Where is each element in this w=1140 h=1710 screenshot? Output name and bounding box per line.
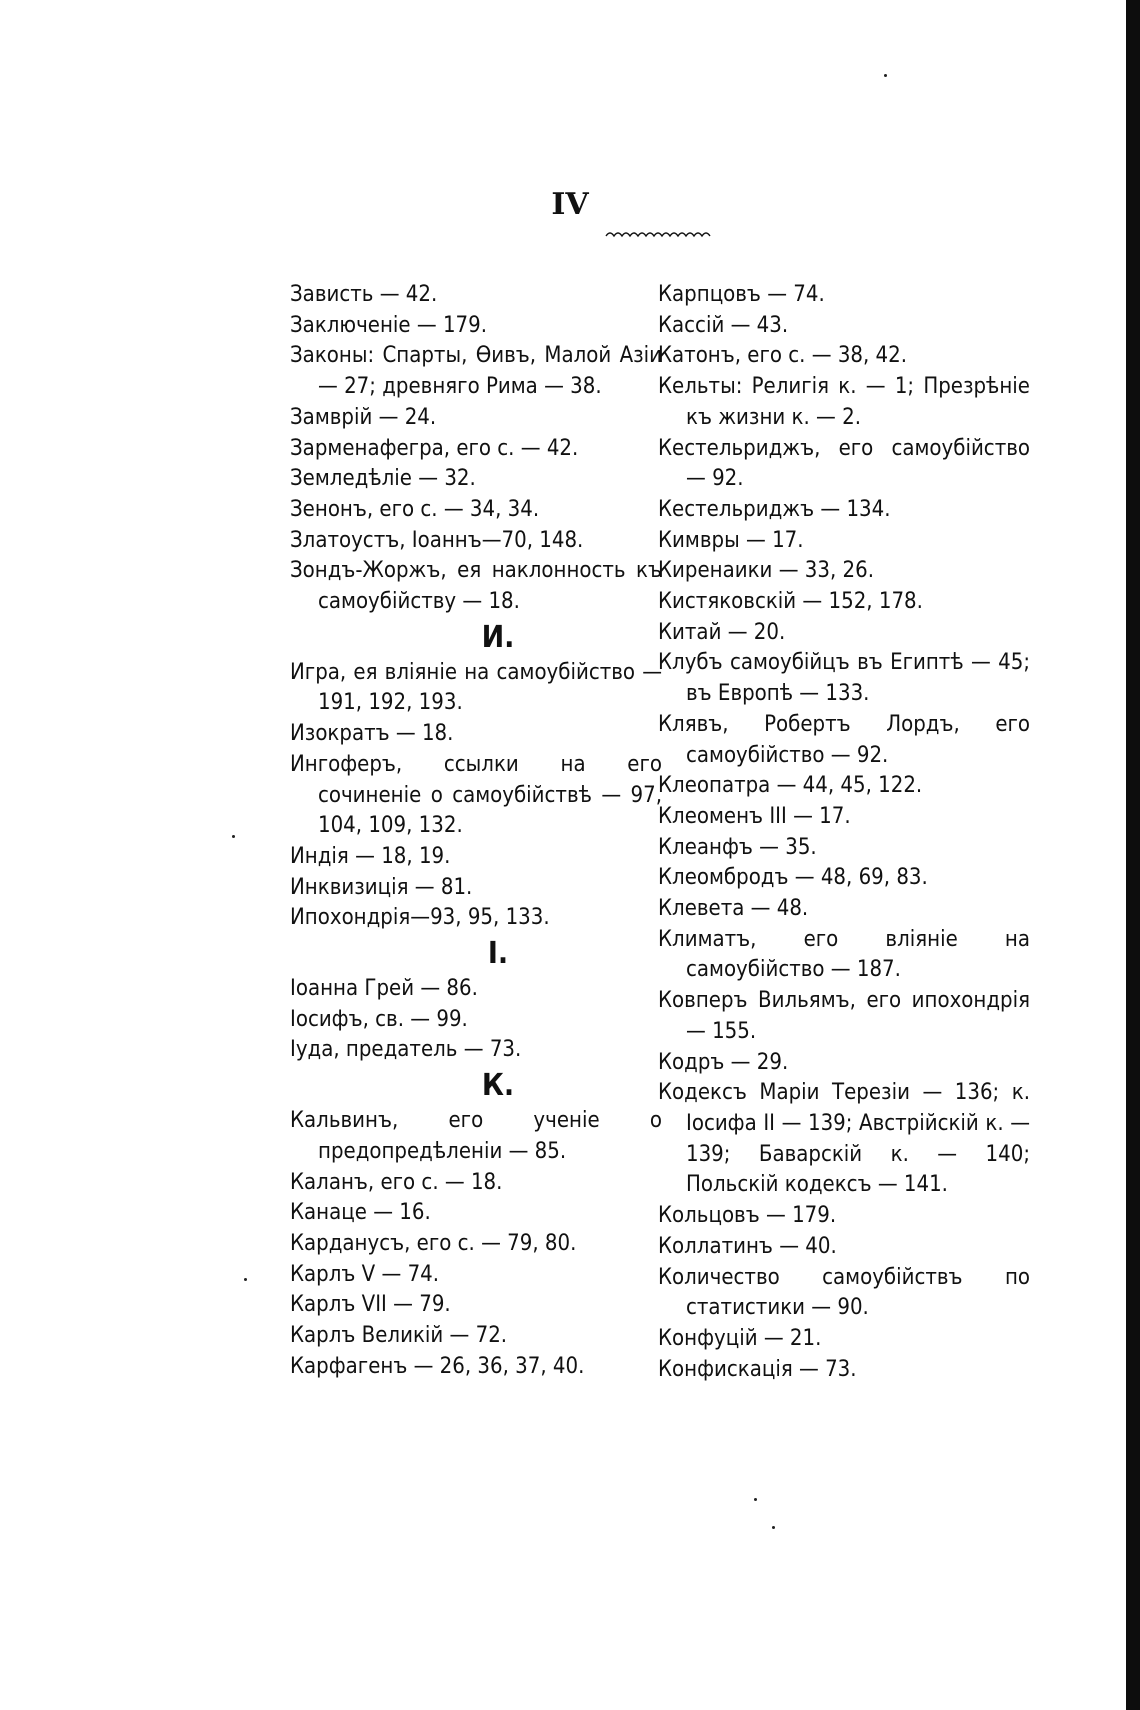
index-column-right <box>658 280 1030 1385</box>
index-entry: Зарменафегра, его с. — 42. <box>290 435 579 461</box>
index-entry: Карпцовъ — 74. <box>658 282 825 307</box>
index-entry: Іуда, предатель — 73. <box>290 1037 522 1063</box>
index-entry: Климатъ, его вліяніе на самоубійство — 187. <box>658 926 1030 983</box>
section-letter: И. <box>481 619 515 655</box>
index-entry: Кимвры — 17. <box>658 527 804 553</box>
print-speck <box>772 1526 775 1529</box>
index-entry: Карлъ VII — 79. <box>290 1292 451 1318</box>
print-speck <box>244 1278 247 1281</box>
index-entry: Карлъ V — 74. <box>290 1261 440 1287</box>
index-entry: Клеанфъ — 35. <box>658 834 817 860</box>
page-number: IV <box>551 187 589 222</box>
index-entry: Изократъ — 18. <box>290 721 454 747</box>
index-entry: Количество самоубійствъ по статистики — 90. <box>658 1264 1030 1321</box>
index-entry: Конфискація — 73. <box>658 1356 857 1382</box>
index-entry: Клеопатра — 44, 45, 122. <box>658 773 923 799</box>
index-entry: Канаце — 16. <box>290 1200 431 1226</box>
index-entry: Кестельриджъ — 134. <box>658 496 891 522</box>
index-entry: Земледѣліе — 32. <box>290 466 476 492</box>
index-entry: Карлъ Великій — 72. <box>290 1323 508 1349</box>
index-entry: Клеомбродъ — 48, 69, 83. <box>658 865 928 891</box>
index-entry: Китай — 20. <box>658 619 786 645</box>
index-entry: Клеоменъ III — 17. <box>658 803 851 829</box>
section-letter: К. <box>481 1068 515 1104</box>
index-entry: Іоанна Грей — 86. <box>290 976 478 1002</box>
print-speck <box>754 1498 757 1501</box>
index-entry: Замврій — 24. <box>290 404 437 430</box>
index-entry: Законы: Спарты, Өивъ, Малой Азіи — 27; древняго Рима — 38. <box>290 343 662 400</box>
index-entry: Кодексъ Маріи Терезіи — 136; к. Іосифа II — 139; Австрійскій к. — 139; Баварскій к. — 140; Польскій кодексъ — 141. <box>658 1080 1030 1198</box>
index-entry: Клявъ, Робертъ Лордъ, его самоубійство — 92. <box>658 711 1030 768</box>
index-entry: Кельты: Религія к. — 1; Презрѣніе къ жизни к. — 2. <box>658 374 1030 430</box>
index-entry: Киренаики — 33, 26. <box>658 558 874 584</box>
index-entry: Карфагенъ — 26, 36, 37, 40. <box>290 1353 585 1379</box>
index-entry: Ковперъ Вильямъ, его ипохондрія — 155. <box>658 988 1030 1044</box>
index-entry: Кодръ — 29. <box>658 1049 789 1075</box>
index-entry: Заключеніе — 179. <box>290 312 488 338</box>
index-entry: Ингоферъ, ссылки на его сочиненіе о самоубійствѣ — 97, 104, 109, 132. <box>290 751 662 839</box>
index-entry: Инквизиція — 81. <box>290 874 473 900</box>
index-entry: Игра, ея вліяніе на самоубійство — 191, 192, 193. <box>290 659 662 716</box>
index-entry: Ипохондрія—93, 95, 133. <box>290 905 550 931</box>
index-entry: Зенонъ, его с. — 34, 34. <box>290 496 540 522</box>
index-entry: Клевета — 48. <box>658 896 809 922</box>
index-entry: Златоустъ, Іоаннъ—70, 148. <box>290 527 584 553</box>
index-entry: Кестельриджъ, его самоубійство — 92. <box>658 435 1030 492</box>
index-column-left <box>290 280 662 1383</box>
index-entry: Зондъ-Жоржъ, ея наклонность къ самоубійству — 18. <box>290 558 662 615</box>
index-entry: Катонъ, его с. — 38, 42. <box>658 343 908 369</box>
index-entry: Іосифъ, св. — 99. <box>290 1006 468 1032</box>
print-speck <box>232 835 235 838</box>
index-entry: Кальвинъ, его ученіе о предопредѣленіи — 85. <box>290 1108 662 1164</box>
index-entry: Зависть — 42. <box>290 282 438 307</box>
index-entry: Кистяковскій — 152, 178. <box>658 589 923 615</box>
wave-ornament <box>604 228 714 240</box>
index-entry: Кольцовъ — 179. <box>658 1203 837 1229</box>
index-entry: Коллатинъ — 40. <box>658 1233 837 1259</box>
index-entry: Каланъ, его с. — 18. <box>290 1169 503 1195</box>
index-entry: Кассій — 43. <box>658 312 789 338</box>
scan-border <box>1126 0 1140 1710</box>
print-speck <box>884 74 887 77</box>
section-letter: І. <box>487 936 509 972</box>
index-entry: Карданусъ, его с. — 79, 80. <box>290 1230 577 1256</box>
index-entry: Клубъ самоубійцъ въ Египтѣ — 45; въ Европѣ — 133. <box>658 650 1030 707</box>
index-entry: Конфуцій — 21. <box>658 1325 822 1351</box>
index-entry: Индія — 18, 19. <box>290 843 451 869</box>
